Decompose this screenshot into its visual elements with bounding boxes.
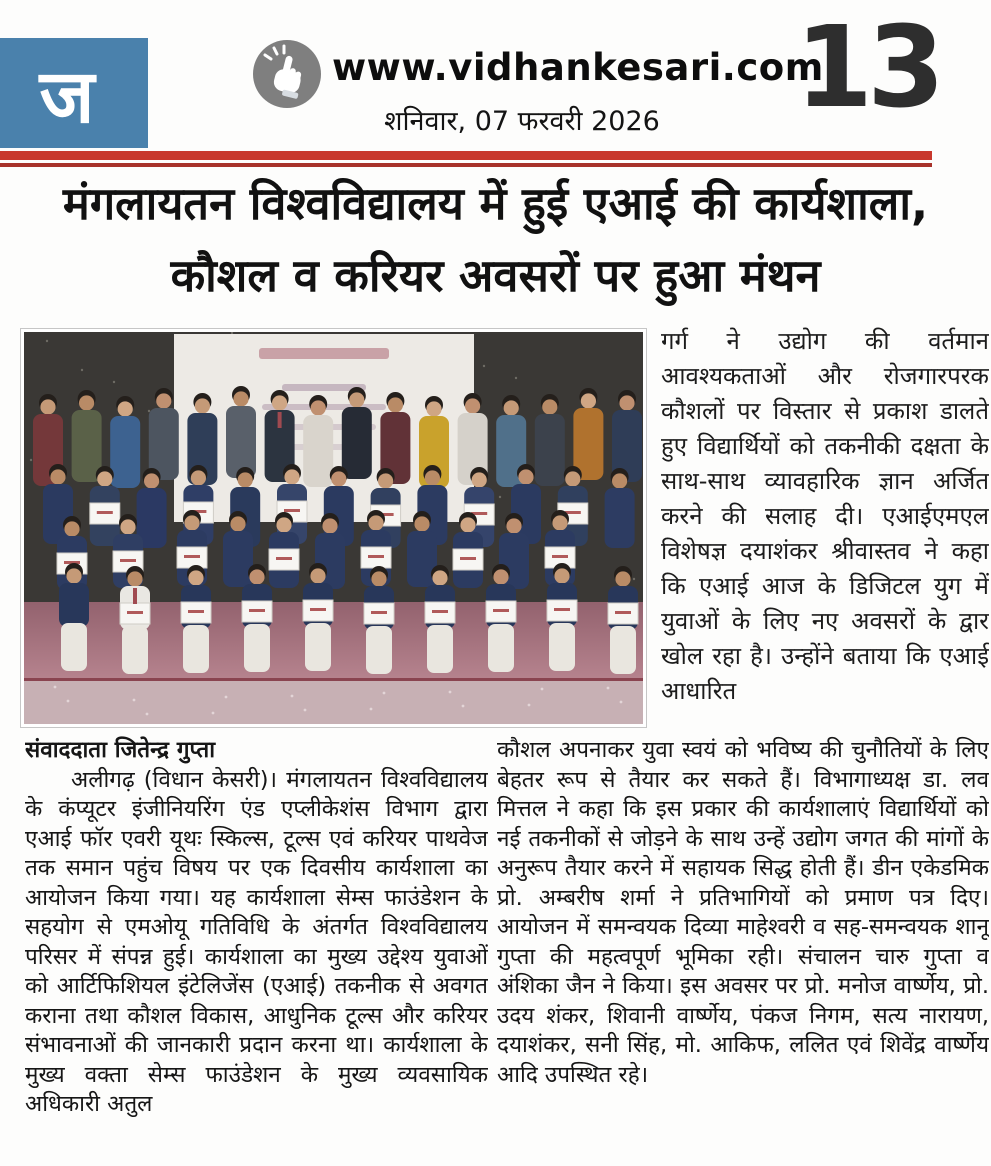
click-cursor-icon	[253, 40, 321, 108]
click-hand-glyph	[253, 40, 321, 108]
headline-line-2: कौशल व करियर अवसरों पर हुआ मंथन	[170, 249, 821, 302]
issue-date: शनिवार, 07 फरवरी 2026	[384, 106, 660, 137]
left-column	[25, 736, 488, 1128]
left-column-text: अलीगढ़ (विधान केसरी)। मंगलायतन विश्वविद्यालय के कंप्यूटर इंजीनियरिंग एंड एप्लीकेशंस विभाग द्वारा एआई फॉर एवरी यूथः स्किल्स, टूल्स एवं करियर पाथवेज तक समान पहुंच विषय पर एक दिवसीय कार्यशाला का आयोजन किया गया। यह कार्यशाला सेम्स फाउंडेशन के सहयोग से एमओयू गतिविधि के अंतर्गत विश्वविद्यालय परिसर में संपन्न हुई। कार्यशाला का मुख्य उद्देश्य युवाओं को आर्टिफिशियल इंटेलिजेंस (एआई) तकनीक से अवगत कराना तथा कौशल विकास, आधुनिक टूल्स और करियर संभावनाओं की जानकारी प्रदान करना था। कार्यशाला के मुख्य वक्ता सेम्स फाउंडेशन के मुख्य व्यवसायिक अधिकारी अतुल	[25, 766, 488, 1117]
masthead-logo	[0, 38, 148, 148]
photo-side-column: गर्ग ने उद्योग की वर्तमान आवश्यकताओं और रोजगारपरक कौशलों पर विस्तार से प्रकाश डालते हुए विद्यार्थियों को तकनीकी दक्षता के साथ-साथ व्यावहारिक ज्ञान अर्जित करने की सलाह दी। एआईएमएल विशेषज्ञ दयाशंकर श्रीवास्तव ने कहा कि एआई आज के डिजिटल युग में युवाओं के लिए नए अवसरों के द्वार खोल रहा है। उन्होंने बताया कि एआई आधारित	[661, 327, 989, 705]
group-photo-illustration	[24, 332, 643, 724]
red-rule-bottom	[0, 163, 932, 167]
headline-line-1: मंगलायतन विश्वविद्यालय में हुई एआई की कार्यशाला,	[62, 177, 929, 230]
byline: संवाददाता जितेन्द्र गुप्ता	[25, 737, 216, 763]
page-number: 13	[795, 3, 939, 133]
website-url: www.vidhankesari.com	[332, 46, 824, 89]
red-rule-top	[0, 151, 932, 160]
article-headline	[0, 168, 991, 312]
article-photo	[20, 328, 647, 728]
right-column: कौशल अपनाकर युवा स्वयं को भविष्य की चुनौतियों के लिए बेहतर रूप से तैयार कर सकते हैं। विभागाध्यक्ष डा. लव मित्तल ने कहा कि इस प्रकार की कार्यशालाएं विद्यार्थियों को नई तकनीकों से जोड़ने के साथ उन्हें उद्योग जगत की मांगों के अनुरूप तैयार करने में सहायक सिद्ध होती हैं। डीन एकेडमिक प्रो. अम्बरीष शर्मा ने प्रतिभागियों को प्रमाण पत्र दिए। आयोजन में समन्वयक दिव्या माहेश्वरी व सह-समन्वयक शानू गुप्ता की महत्वपूर्ण भूमिका रही। संचालन चारु गुप्ता व अंशिका जैन ने किया। इस अवसर पर प्रो. मनोज वार्ष्णेय, प्रो. उदय शंकर, शिवानी वार्ष्णेय, पंकज निगम, सत्य नारायण, दयाशंकर, सनी सिंह, मो. आकिफ, ललित एवं शिवेंद्र वार्ष्णेय आदि उपस्थित रहे।	[497, 737, 989, 1088]
masthead-letter: ज	[39, 53, 95, 140]
